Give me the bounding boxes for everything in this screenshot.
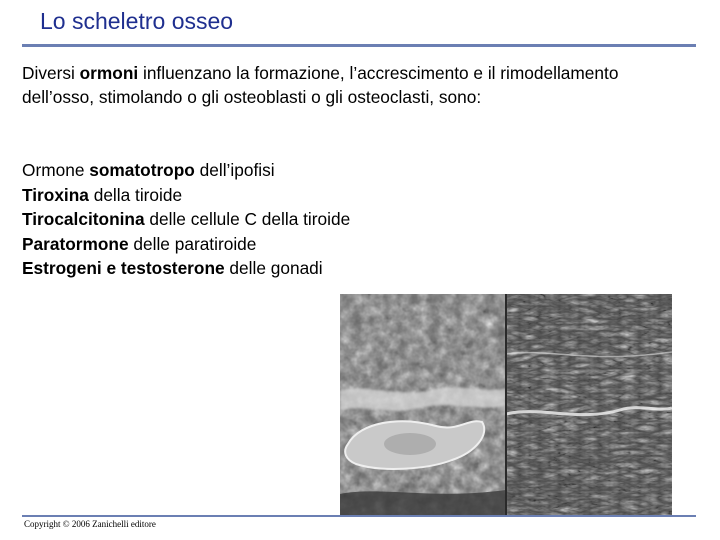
list-item: Tiroxina della tiroide [22, 184, 183, 205]
copyright-text: Copyright © 2006 Zanichelli editore [24, 519, 156, 529]
micrograph-image [340, 294, 672, 516]
page-title: Lo scheletro osseo [40, 8, 234, 34]
intro-bold: ormoni [79, 63, 139, 83]
title-divider [22, 44, 696, 47]
intro-paragraph [22, 62, 682, 109]
intro-text-1: Diversi [22, 63, 80, 83]
intro-text-2: influenzano la formazione, l’accrescimento e il rimodellamento dell’osso, stimolando o gli osteoblasti o gli osteoclasti, sono: [22, 63, 619, 107]
list-item: Estrogeni e testosterone delle gonadi [22, 258, 323, 278]
list-item: Ormone somatotropo dell’ipofisi [22, 160, 275, 180]
list-item: Tirocalcitonina delle cellule C della tiroide [22, 209, 351, 229]
list-item: Paratormone delle paratiroide [22, 233, 257, 254]
footer-divider [22, 515, 696, 517]
hormone-list [22, 158, 682, 281]
